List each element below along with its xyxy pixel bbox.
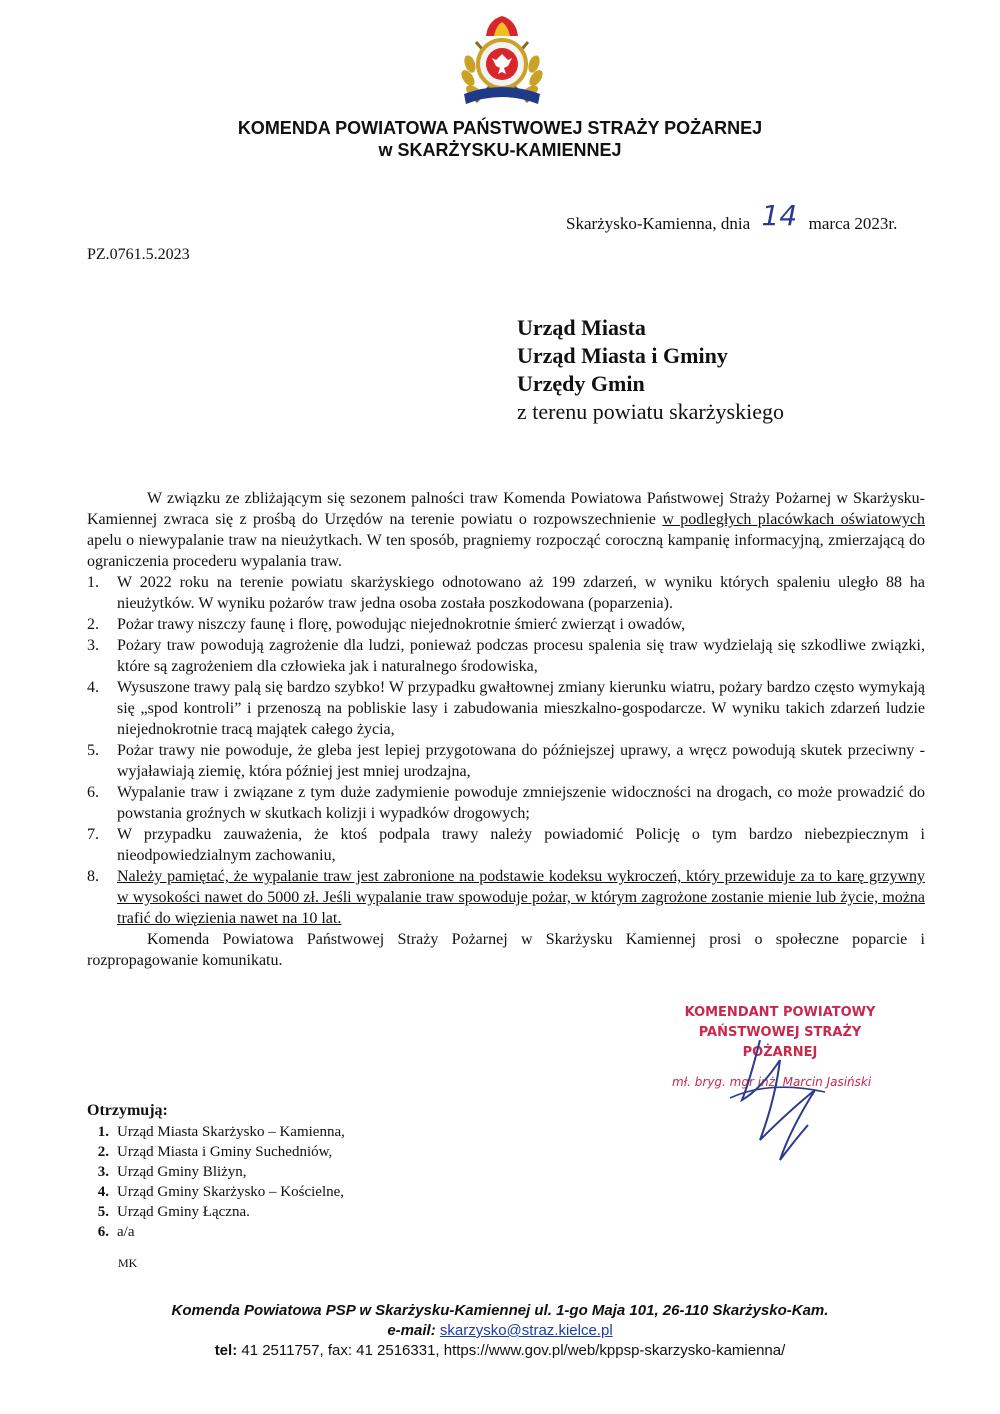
- addressee-line: z terenu powiatu skarżyskiego: [517, 399, 784, 424]
- stamp-line1: KOMENDANT POWIATOWY: [684, 1005, 876, 1020]
- list-item: [87, 635, 925, 677]
- handwritten-signature: [720, 1020, 840, 1170]
- date-line: [566, 199, 898, 236]
- footer-email-link[interactable]: skarzysko@straz.kielce.pl: [439, 1322, 613, 1339]
- addressee-line: Urząd Miasta: [517, 315, 646, 340]
- institution-name-line2: w SKARŻYSKU-KAMIENNEJ: [378, 140, 622, 160]
- recipients-block: [87, 1102, 345, 1242]
- footer-phone-label: tel:: [214, 1342, 238, 1359]
- date-day-handwritten: 14: [761, 199, 798, 232]
- recipients-heading: Otrzymują:: [87, 1102, 168, 1119]
- recipients-list: [87, 1122, 345, 1242]
- list-item: [87, 614, 925, 635]
- intro-underlined-text: w podległych placówkach oświatowych: [662, 511, 926, 528]
- list-item: [87, 740, 925, 782]
- list-item-number: 4.: [87, 679, 99, 696]
- intro-text: W związku ze zbliżającym się sezonem palności traw Komenda Powiatowa Państwowej Straży Pożarnej w Skarżysku-Kamiennej zwraca się z prośbą do Urzędów na terenie powiatu o rozpowszechnienie: [87, 490, 925, 528]
- list-item-text: Urząd Gminy Skarżysko – Kościelne,: [117, 1184, 345, 1200]
- list-item-text: Urząd Gminy Łączna.: [117, 1204, 250, 1220]
- list-item: [87, 677, 925, 740]
- list-item: [87, 1122, 345, 1142]
- footer-address: Komenda Powiatowa PSP w Skarżysku-Kamiennej ul. 1-go Maja 101, 26-110 Skarżysko-Kam.: [171, 1302, 829, 1319]
- list-item-number: 5.: [87, 742, 99, 759]
- list-item-number: 1.: [97, 1124, 109, 1140]
- straz-pozarna-emblem-icon: [456, 14, 548, 114]
- list-item: [87, 866, 925, 929]
- list-item-text: Pożar trawy niszczy faunę i florę, powodując niejednokrotnie śmierć zwierząt i owadów,: [117, 616, 686, 633]
- intro-paragraph: [87, 488, 925, 572]
- closing-paragraph: Komenda Powiatowa Państwowej Straży Pożarnej w Skarżysku Kamiennej prosi o społeczne poparcie i rozpropagowanie komunikatu.: [87, 931, 925, 969]
- list-item-number: 1.: [87, 574, 99, 591]
- list-item-number: 7.: [87, 826, 99, 843]
- list-item-number: 6.: [97, 1224, 109, 1240]
- author-initials: MK: [118, 1256, 138, 1270]
- list-item-text: Urząd Gminy Bliżyn,: [117, 1164, 247, 1180]
- footer-phone-contacts: 41 2511757, fax: 41 2516331, https://www.gov.pl/web/kppsp-skarzysko-kamienna/: [241, 1342, 786, 1359]
- points-list: [87, 572, 925, 929]
- addressee-line: Urząd Miasta i Gminy: [517, 343, 728, 368]
- list-item-text: Urząd Miasta i Gminy Suchedniów,: [117, 1144, 333, 1160]
- list-item: [87, 1202, 345, 1222]
- list-item-text: Wypalanie traw i związane z tym duże zadymienie powoduje zmniejszenie widoczności na drogach, co może prowadzić do powstania groźnych w skutkach kolizji i wypadków drogowych;: [117, 784, 925, 822]
- intro-text-cont: apelu o niewypalanie traw na nieużytkach. W ten sposób, pragniemy rozpocząć coroczną kampanię informacyjną, zmierzającą do ograniczenia procederu wypalania traw.: [87, 532, 925, 570]
- list-item-number: 4.: [97, 1184, 109, 1200]
- list-item: [87, 1222, 345, 1242]
- stamp-line2: PAŃSTWOWEJ STRAŻY POŻARNEJ: [698, 1025, 862, 1060]
- list-item-text-underlined: Należy pamiętać, że wypalanie traw jest zabronione na podstawie kodeksu wykroczeń, który przewiduje za to karę grzywny w wysokości nawet do 5000 zł. Jeśli wypalanie traw spowoduje pożar, w którym zagrożone zostanie mienie lub życie, można trafić do więzienia nawet na 10 lat.: [117, 868, 925, 927]
- list-item-number: 3.: [97, 1164, 109, 1180]
- addressee-block: [517, 314, 784, 426]
- list-item: [87, 572, 925, 614]
- list-item: [87, 824, 925, 866]
- list-item-text: a/a: [117, 1224, 135, 1240]
- list-item-number: 8.: [87, 868, 99, 885]
- date-prefix: Skarżysko-Kamienna, dnia: [566, 214, 751, 233]
- date-suffix: marca 2023r.: [808, 214, 898, 233]
- list-item: [87, 1182, 345, 1202]
- list-item-number: 3.: [87, 637, 99, 654]
- signer-name: mł. bryg. mgr inż. Marcin Jasiński: [672, 1075, 872, 1089]
- footer-email-line: [0, 1322, 1000, 1339]
- list-item-text: W 2022 roku na terenie powiatu skarżyskiego odnotowano aż 199 zdarzeń, w wyniku których spaleniu uległo 88 ha nieużytków. W wyniku pożarów traw jedna osoba została poszkodowana (poparzenia).: [117, 574, 925, 612]
- list-item-number: 2.: [87, 616, 99, 633]
- letter-body: [87, 488, 925, 971]
- footer-email-label: e-mail:: [387, 1322, 436, 1339]
- list-item-number: 2.: [97, 1144, 109, 1160]
- list-item-text: Pożary traw powodują zagrożenie dla ludzi, ponieważ podczas procesu spalenia się traw wydzielają się szkodliwe związki, które są zagrożeniem dla człowieka jak i naturalnego środowiska,: [117, 637, 925, 675]
- addressee-line: Urzędy Gmin: [517, 371, 645, 396]
- list-item: [87, 782, 925, 824]
- institution-name-line1: KOMENDA POWIATOWA PAŃSTWOWEJ STRAŻY POŻARNEJ: [237, 118, 763, 138]
- list-item-number: 5.: [97, 1204, 109, 1220]
- list-item: [87, 1162, 345, 1182]
- reference-number: PZ.0761.5.2023: [87, 246, 190, 263]
- list-item-text: W przypadku zauważenia, że ktoś podpala trawy należy powiadomić Policję o tym bardzo niebezpiecznym i nieodpowiedzialnym zachowaniu,: [117, 826, 925, 864]
- list-item-text: Urząd Miasta Skarżysko – Kamienna,: [117, 1124, 345, 1140]
- list-item-text: Pożar trawy nie powoduje, że gleba jest lepiej przygotowana do późniejszej uprawy, a wręcz powodują skutek przeciwny - wyjaławiają ziemię, która później jest mniej urodzajna,: [117, 742, 925, 780]
- footer-phone-line: [0, 1342, 1000, 1359]
- list-item-number: 6.: [87, 784, 99, 801]
- list-item-text: Wysuszone trawy palą się bardzo szybko! W przypadku gwałtownej zmiany kierunku wiatru, pożary bardzo często wymykają się „spod kontroli” i przenoszą na pobliskie lasy i zabudowania mieszkalno-gospodarcze. W wyniku takich zdarzeń ludzie niejednokrotnie tracą majątek całego życia,: [117, 679, 925, 738]
- list-item: [87, 1142, 345, 1162]
